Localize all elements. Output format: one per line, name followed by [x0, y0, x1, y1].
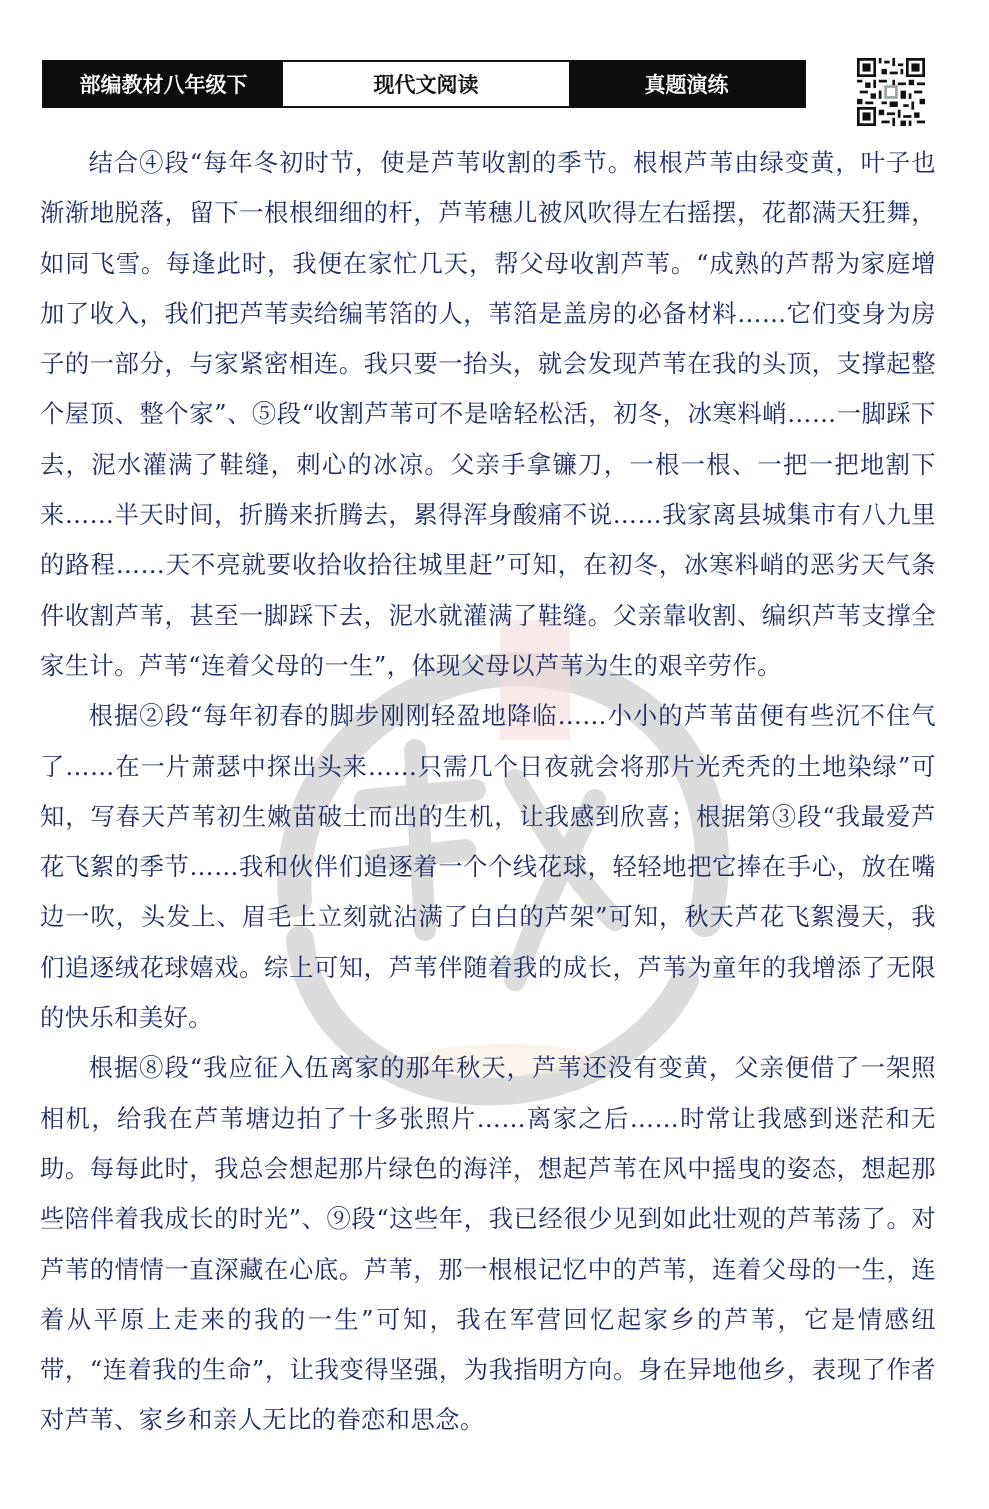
- answer-analysis-body: [40, 138, 936, 1446]
- header-practice-label: 真题演练: [569, 62, 804, 106]
- analysis-paragraph-homesick-bond: 根据⑧段“我应征入伍离家的那年秋天，芦苇还没有变黄，父亲便借了一架照相机，给我在芦苇塘边拍了十多张照片……离家之后……时常让我感到迷茫和无助。每每此时，我总会想起那片绿色的海洋，想起芦苇在风中摇曳的姿态，想起那些陪伴着我成长的时光”、⑨段“这些年，我已经很少见到如此壮观的芦苇荡了。对芦苇的情情一直深藏在心底。芦苇，那一根根记忆中的芦苇，连着父母的一生，连着从平原上走来的我的一生”可知，我在军营回忆起家乡的芦苇，它是情感纽带，“连着我的生命”，让我变得坚强，为我指明方向。身在异地他乡，表现了作者对芦苇、家乡和亲人无比的眷恋和思念。: [40, 1053, 936, 1435]
- header-textbook-label: 部编教材八年级下: [44, 62, 283, 106]
- header-bar: [42, 60, 806, 108]
- header-section-label: 现代文阅读: [283, 62, 569, 106]
- analysis-paragraph-childhood-joy: 根据②段“每年初春的脚步刚刚轻盈地降临……小小的芦苇苗便有些沉不住气了……在一片萧瑟中探出头来……只需几个日夜就会将那片光秃秃的土地染绿”可知，写春天芦苇初生嫩苗破土而出的生机，让我感到欣喜；根据第③段“我最爱芦花飞絮的季节……我和伙伴们追逐着一个个线花球，轻轻地把它捧在手心，放在嘴边一吹，头发上、眉毛上立刻就沾满了白白的芦架”可知，秋天芦花飞絮漫天，我们追逐绒花球嬉戏。综上可知，芦苇伴随着我的成长，芦苇为童年的我增添了无限的快乐和美好。: [40, 701, 936, 1033]
- analysis-paragraph-reed-harvest: 结合④段“每年冬初时节，使是芦苇收割的季节。根根芦苇由绿变黄，叶子也渐渐地脱落，留下一根根细细的杆，芦苇穗儿被风吹得左右摇摆，花都满天狂舞，如同飞雪。每逢此时，我便在家忙几天，帮父母收割芦苇。“成熟的芦帮为家庭增加了收入，我们把芦苇卖给编苇箔的人，苇箔是盖房的必备材料……它们变身为房子的一部分，与家紧密相连。我只要一抬头，就会发现芦苇在我的头顶，支撑起整个屋顶、整个家”、⑤段“收割芦苇可不是啥轻松活，初冬，冰寒料峭……一脚踩下去，泥水灌满了鞋缝，刺心的冰凉。父亲手拿镰刀，一根一根、一把一把地割下来……半天时间，折腾来折腾去，累得浑身酸痛不说……我家离县城集市有八九里的路程……天不亮就要收拾收拾往城里赶”可知，在初冬，冰寒料峭的恶劣天气条件收割芦苇，甚至一脚踩下去，泥水就灌满了鞋缝。父亲靠收割、编织芦苇支撑全家生计。芦苇“连着父母的一生”，体现父母以芦苇为生的艰辛劳作。: [40, 148, 936, 680]
- qr-code-icon[interactable]: [857, 58, 925, 126]
